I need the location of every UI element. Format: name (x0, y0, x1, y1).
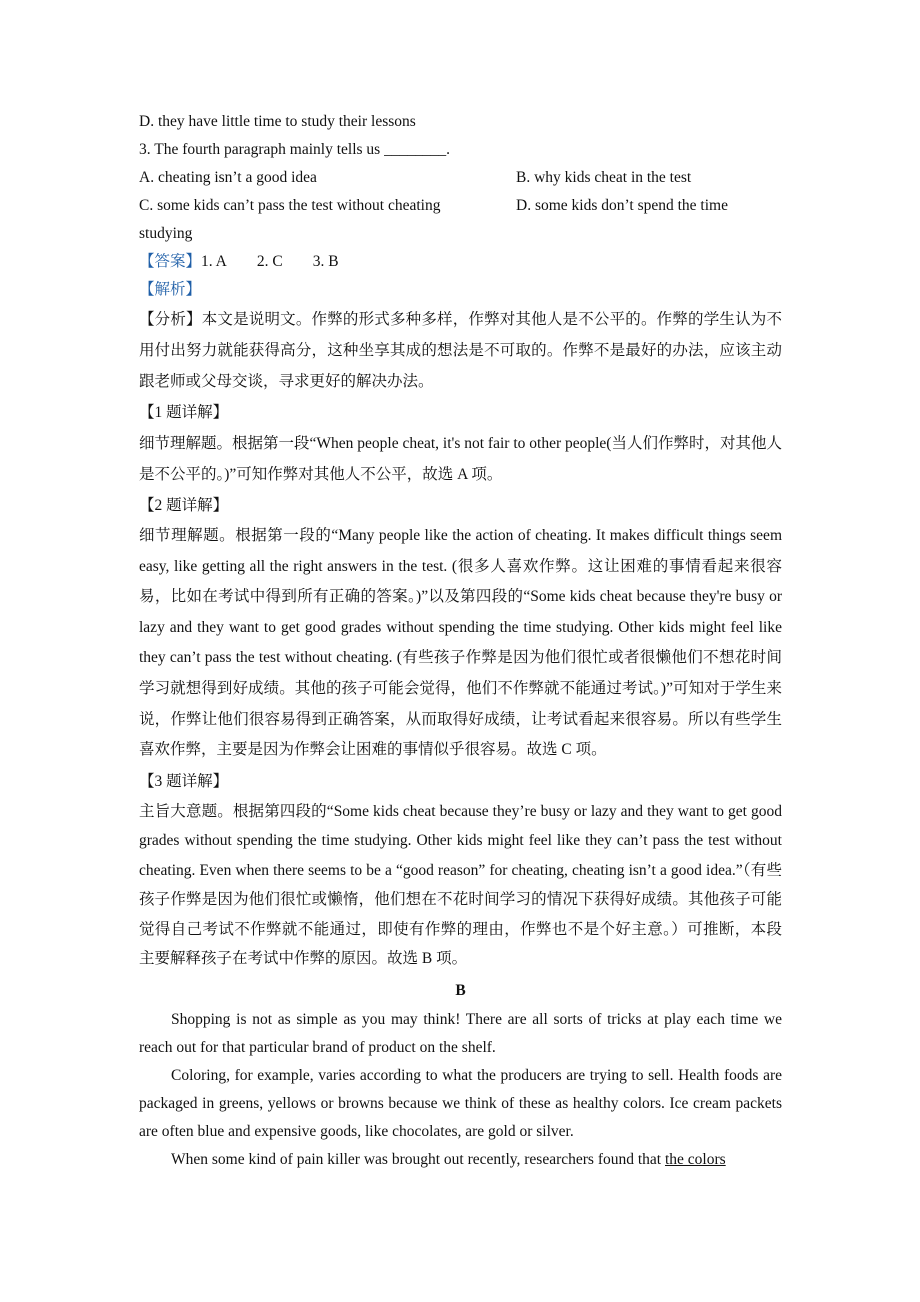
answer-3: 3. B (312, 253, 339, 270)
answer-line (139, 248, 782, 276)
section-b-paragraph-1: Shopping is not as simple as you may think! There are all sorts of tricks at play each time we reach out for that particular brand of product on the shelf. (139, 1010, 782, 1056)
detail-2-text: 细节理解题。根据第一段的“Many people like the action of cheating. It makes difficult things seem easy, like getting all the right answers in the test. (很多人喜欢作弊。这让困难的事情看起来很容易，比如在考试中得到所有正确的答案。)”以及第四段的“Some kids cheat because they're busy or lazy and they want to get good grades without spending the time studying. Other kids might feel like they can’t pass the test without cheating. (有些孩子作弊是因为他们很忙或者很懒他们不想花时间学习就想得到好成绩。其他的孩子可能会觉得，他们不作弊就不能通过考试。)”可知对于学生来说，作弊让他们很容易得到正确答案，从而取得好成绩，让考试看起来很容易。所以有些学生喜欢作弊，主要是因为作弊会让困难的事情似乎很容易。故选 C 项。 (139, 527, 782, 759)
document-content (139, 108, 782, 1174)
detail-1-title: 【1 题详解】 (139, 404, 229, 421)
analysis-label: 【解析】 (139, 281, 202, 298)
q3-option-c: C. some kids can’t pass the test without cheating (139, 197, 441, 214)
q3-options-row-1 (139, 164, 782, 192)
answer-label: 【答案】 (139, 253, 202, 270)
q3-option-d: D. some kids don’t spend the time (516, 197, 728, 214)
detail-3-text: 主旨大意题。根据第四段的“Some kids cheat because they’re busy or lazy and they want to get good grades without spending the time studying. Other kids might feel like they can’t pass the test without cheating. Even when there seems to be a “good reason” for cheating, cheating isn’t a good idea.”（有些孩子作弊是因为他们很忙或懒惰，他们想在不花时间学习的情况下获得好成绩。其他孩子可能觉得自己考试不作弊就不能通过，即使有作弊的理由，作弊也不是个好主意。）可推断，本段主要解释孩子在考试中作弊的原因。故选 B 项。 (139, 802, 782, 968)
detail-2-title: 【2 题详解】 (139, 497, 229, 514)
q3-options-row-2 (139, 192, 782, 220)
section-b-paragraph-2: Coloring, for example, varies according to what the producers are trying to sell. Health foods are packaged in greens, yellows or browns because we think of these as healthy colors. Ice cream packets are often blue and expensive goods, like chocolates, are gold or silver. (139, 1066, 782, 1140)
detail-3-title: 【3 题详解】 (139, 772, 229, 790)
q3-option-a: A. cheating isn’t a good idea (139, 169, 317, 186)
analysis-text: 【分析】本文是说明文。作弊的形式多种多样，作弊对其他人是不公平的。作弊的学生认为不用付出努力就能获得高分，这种坐享其成的想法是不可取的。作弊不是最好的办法，应该主动跟老师或父母交谈，寻求更好的解决办法。 (139, 311, 782, 390)
detail-1-text: 细节理解题。根据第一段“When people cheat, it's not fair to other people(当人们作弊时，对其他人是不公平的。)”可知作弊对其他人不公平，故选 A 项。 (139, 435, 782, 483)
q3-option-b: B. why kids cheat in the test (516, 169, 692, 186)
answer-2: 2. C (256, 253, 283, 270)
answer-1: 1. A (201, 253, 227, 270)
section-b-heading: B (455, 981, 466, 999)
section-b-paragraph-3 (139, 1146, 782, 1174)
section-b-paragraph-3-text: When some kind of pain killer was brought out recently, researchers found that (171, 1150, 665, 1168)
q3-stem: 3. The fourth paragraph mainly tells us ________. (139, 141, 450, 158)
underlined-phrase: the colors (664, 1150, 726, 1168)
q2-option-d: D. they have little time to study their lessons (139, 113, 416, 130)
q3-option-d-wrap: studying (139, 225, 193, 242)
